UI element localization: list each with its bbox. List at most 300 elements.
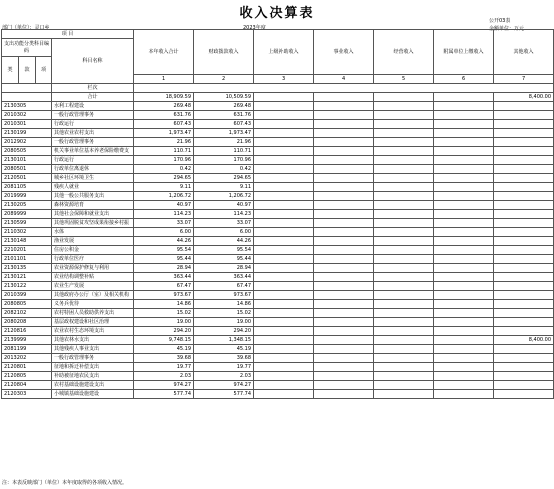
row-other-income bbox=[494, 264, 554, 273]
table-row bbox=[2, 363, 554, 372]
row-total-income: 577.74 bbox=[134, 390, 194, 399]
row-total-income: 9,748.15 bbox=[134, 336, 194, 345]
row-empty-cell bbox=[314, 282, 374, 291]
row-empty-cell bbox=[374, 228, 434, 237]
kuan-header: 款 bbox=[19, 57, 36, 84]
row-empty-cell bbox=[254, 345, 314, 354]
row-empty-cell bbox=[434, 174, 494, 183]
total-2: 10,509.59 bbox=[194, 93, 254, 102]
row-empty-cell bbox=[374, 291, 434, 300]
row-empty-cell bbox=[374, 363, 434, 372]
row-empty-cell bbox=[434, 201, 494, 210]
col-num-4: 4 bbox=[314, 75, 374, 84]
row-empty-cell bbox=[314, 210, 374, 219]
row-total-income: 0.42 bbox=[134, 165, 194, 174]
row-total-income: 607.43 bbox=[134, 120, 194, 129]
col-header-5: 经营收入 bbox=[374, 30, 434, 75]
row-empty-cell bbox=[374, 219, 434, 228]
row-other-income bbox=[494, 192, 554, 201]
row-empty-cell bbox=[374, 201, 434, 210]
row-empty-cell bbox=[374, 210, 434, 219]
row-other-income bbox=[494, 363, 554, 372]
row-code: 2080505 bbox=[2, 147, 52, 156]
row-empty-cell bbox=[434, 336, 494, 345]
row-other-income bbox=[494, 120, 554, 129]
row-total-income: 1,973.47 bbox=[134, 129, 194, 138]
row-empty-cell bbox=[374, 354, 434, 363]
row-empty-cell bbox=[434, 345, 494, 354]
row-empty-cell bbox=[254, 390, 314, 399]
row-fiscal-income: 9.11 bbox=[194, 183, 254, 192]
row-other-income bbox=[494, 237, 554, 246]
row-code: 2120804 bbox=[2, 381, 52, 390]
row-empty-cell bbox=[374, 273, 434, 282]
row-code: 2080805 bbox=[2, 300, 52, 309]
row-fiscal-income: 21.96 bbox=[194, 138, 254, 147]
row-subject-name: 其他农业农村支出 bbox=[52, 129, 134, 138]
row-empty-cell bbox=[434, 363, 494, 372]
row-total-income: 973.67 bbox=[134, 291, 194, 300]
row-empty-cell bbox=[314, 156, 374, 165]
lanci-label: 栏次 bbox=[52, 84, 134, 93]
row-total-income: 1,206.72 bbox=[134, 192, 194, 201]
row-code: 2010301 bbox=[2, 120, 52, 129]
row-other-income bbox=[494, 147, 554, 156]
total-3 bbox=[254, 93, 314, 102]
row-empty-cell bbox=[434, 327, 494, 336]
row-code: 2130121 bbox=[2, 273, 52, 282]
row-code: 2082102 bbox=[2, 309, 52, 318]
row-total-income: 44.26 bbox=[134, 237, 194, 246]
row-total-income: 114.23 bbox=[134, 210, 194, 219]
table-row bbox=[2, 264, 554, 273]
col-num-3: 3 bbox=[254, 75, 314, 84]
row-empty-cell bbox=[254, 264, 314, 273]
row-code: 2089999 bbox=[2, 210, 52, 219]
row-empty-cell bbox=[374, 309, 434, 318]
row-fiscal-income: 33.07 bbox=[194, 219, 254, 228]
row-empty-cell bbox=[434, 183, 494, 192]
row-empty-cell bbox=[434, 138, 494, 147]
row-code: 2120303 bbox=[2, 390, 52, 399]
row-subject-name: 农村特困人员救助供养支出 bbox=[52, 309, 134, 318]
row-empty-cell bbox=[314, 174, 374, 183]
row-subject-name: 农村基础设施建设支出 bbox=[52, 381, 134, 390]
unit-label: 部门（单位）：灵口乡 bbox=[2, 25, 50, 31]
table-row bbox=[2, 147, 554, 156]
row-subject-name: 一般行政管理事务 bbox=[52, 138, 134, 147]
row-fiscal-income: 363.44 bbox=[194, 273, 254, 282]
row-other-income: 8,400.00 bbox=[494, 336, 554, 345]
row-fiscal-income: 973.67 bbox=[194, 291, 254, 300]
row-empty-cell bbox=[374, 381, 434, 390]
row-empty-cell bbox=[434, 129, 494, 138]
row-empty-cell bbox=[434, 219, 494, 228]
row-other-income bbox=[494, 291, 554, 300]
row-subject-name: 农业结构调整补贴 bbox=[52, 273, 134, 282]
col-num-6: 6 bbox=[434, 75, 494, 84]
row-other-income bbox=[494, 183, 554, 192]
row-empty-cell bbox=[374, 129, 434, 138]
table-row bbox=[2, 381, 554, 390]
row-other-income bbox=[494, 129, 554, 138]
row-empty-cell bbox=[314, 219, 374, 228]
row-fiscal-income: 1,973.47 bbox=[194, 129, 254, 138]
row-other-income bbox=[494, 210, 554, 219]
row-fiscal-income: 577.74 bbox=[194, 390, 254, 399]
table-row bbox=[2, 246, 554, 255]
row-empty-cell bbox=[374, 327, 434, 336]
row-empty-cell bbox=[374, 336, 434, 345]
row-fiscal-income: 40.97 bbox=[194, 201, 254, 210]
row-empty-cell bbox=[314, 246, 374, 255]
row-total-income: 631.76 bbox=[134, 111, 194, 120]
row-total-income: 19.77 bbox=[134, 363, 194, 372]
row-empty-cell bbox=[374, 192, 434, 201]
row-empty-cell bbox=[254, 282, 314, 291]
row-empty-cell bbox=[254, 183, 314, 192]
row-subject-name: 一般行政管理事务 bbox=[52, 354, 134, 363]
row-subject-name: 其他巩固脱贫攻坚成果衔接乡村振 bbox=[52, 219, 134, 228]
row-empty-cell bbox=[314, 309, 374, 318]
row-code: 2110302 bbox=[2, 228, 52, 237]
row-code: 2080208 bbox=[2, 318, 52, 327]
row-empty-cell bbox=[434, 246, 494, 255]
row-code: 2130305 bbox=[2, 102, 52, 111]
subject-name-header: 科目名称 bbox=[52, 39, 134, 84]
row-total-income: 95.44 bbox=[134, 255, 194, 264]
row-fiscal-income: 110.71 bbox=[194, 147, 254, 156]
project-header: 项 目 bbox=[2, 30, 134, 39]
row-subject-name: 农业农村生态环境支出 bbox=[52, 327, 134, 336]
row-empty-cell bbox=[254, 318, 314, 327]
row-total-income: 40.97 bbox=[134, 201, 194, 210]
row-code: 2101101 bbox=[2, 255, 52, 264]
row-empty-cell bbox=[314, 201, 374, 210]
row-fiscal-income: 114.23 bbox=[194, 210, 254, 219]
table-row bbox=[2, 120, 554, 129]
row-code: 2120501 bbox=[2, 174, 52, 183]
row-other-income bbox=[494, 372, 554, 381]
row-total-income: 294.20 bbox=[134, 327, 194, 336]
row-empty-cell bbox=[434, 381, 494, 390]
row-fiscal-income: 19.00 bbox=[194, 318, 254, 327]
row-code: 2080501 bbox=[2, 165, 52, 174]
row-empty-cell bbox=[434, 255, 494, 264]
row-subject-name: 城乡社区环境卫生 bbox=[52, 174, 134, 183]
row-fiscal-income: 15.02 bbox=[194, 309, 254, 318]
row-empty-cell bbox=[374, 174, 434, 183]
table-row bbox=[2, 237, 554, 246]
row-total-income: 974.27 bbox=[134, 381, 194, 390]
row-empty-cell bbox=[254, 111, 314, 120]
table-row bbox=[2, 183, 554, 192]
row-empty-cell bbox=[434, 192, 494, 201]
row-fiscal-income: 28.94 bbox=[194, 264, 254, 273]
row-fiscal-income: 67.47 bbox=[194, 282, 254, 291]
row-code: 2081199 bbox=[2, 345, 52, 354]
row-other-income bbox=[494, 327, 554, 336]
row-empty-cell bbox=[254, 255, 314, 264]
row-other-income bbox=[494, 102, 554, 111]
row-other-income bbox=[494, 246, 554, 255]
total-1: 18,909.59 bbox=[134, 93, 194, 102]
row-other-income bbox=[494, 309, 554, 318]
col-header-3: 上级补助收入 bbox=[254, 30, 314, 75]
row-empty-cell bbox=[314, 336, 374, 345]
row-empty-cell bbox=[254, 129, 314, 138]
row-empty-cell bbox=[254, 165, 314, 174]
row-empty-cell bbox=[434, 111, 494, 120]
row-empty-cell bbox=[434, 228, 494, 237]
row-subject-name: 住房公积金 bbox=[52, 246, 134, 255]
row-other-income bbox=[494, 219, 554, 228]
row-empty-cell bbox=[374, 246, 434, 255]
row-fiscal-income: 19.77 bbox=[194, 363, 254, 372]
row-empty-cell bbox=[314, 111, 374, 120]
row-other-income bbox=[494, 228, 554, 237]
table-row bbox=[2, 255, 554, 264]
row-empty-cell bbox=[374, 300, 434, 309]
table-row bbox=[2, 354, 554, 363]
row-empty-cell bbox=[434, 120, 494, 129]
table-row bbox=[2, 336, 554, 345]
row-empty-cell bbox=[314, 120, 374, 129]
row-empty-cell bbox=[374, 183, 434, 192]
row-empty-cell bbox=[314, 228, 374, 237]
table-row bbox=[2, 309, 554, 318]
total-7: 8,400.00 bbox=[494, 93, 554, 102]
row-empty-cell bbox=[374, 120, 434, 129]
row-subject-name: 行政运行 bbox=[52, 156, 134, 165]
row-code: 2019999 bbox=[2, 192, 52, 201]
row-empty-cell bbox=[374, 111, 434, 120]
row-empty-cell bbox=[254, 147, 314, 156]
row-subject-name: 行政运行 bbox=[52, 120, 134, 129]
row-empty-cell bbox=[314, 129, 374, 138]
row-empty-cell bbox=[254, 309, 314, 318]
row-code: 2130101 bbox=[2, 156, 52, 165]
row-code: 2130135 bbox=[2, 264, 52, 273]
row-empty-cell bbox=[254, 156, 314, 165]
col-header-6: 附属单位上缴收入 bbox=[434, 30, 494, 75]
row-other-income bbox=[494, 138, 554, 147]
row-other-income bbox=[494, 354, 554, 363]
table-row bbox=[2, 291, 554, 300]
row-other-income bbox=[494, 156, 554, 165]
row-empty-cell bbox=[254, 138, 314, 147]
row-empty-cell bbox=[374, 255, 434, 264]
row-code: 2120805 bbox=[2, 372, 52, 381]
row-empty-cell bbox=[374, 147, 434, 156]
row-empty-cell bbox=[374, 138, 434, 147]
row-other-income bbox=[494, 174, 554, 183]
row-code: 2130199 bbox=[2, 129, 52, 138]
row-empty-cell bbox=[434, 237, 494, 246]
row-empty-cell bbox=[254, 363, 314, 372]
row-code: 2130122 bbox=[2, 282, 52, 291]
row-empty-cell bbox=[374, 318, 434, 327]
row-fiscal-income: 44.26 bbox=[194, 237, 254, 246]
row-empty-cell bbox=[254, 336, 314, 345]
row-total-income: 110.71 bbox=[134, 147, 194, 156]
row-empty-cell bbox=[314, 300, 374, 309]
row-subject-name: 其他政府办公厅（室）及相关机构 bbox=[52, 291, 134, 300]
row-empty-cell bbox=[254, 291, 314, 300]
table-row bbox=[2, 219, 554, 228]
row-other-income bbox=[494, 165, 554, 174]
row-subject-name: 渔业发展 bbox=[52, 237, 134, 246]
row-other-income bbox=[494, 345, 554, 354]
row-code: 2120801 bbox=[2, 363, 52, 372]
row-other-income bbox=[494, 255, 554, 264]
row-total-income: 6.00 bbox=[134, 228, 194, 237]
income-table bbox=[1, 29, 554, 399]
row-fiscal-income: 6.00 bbox=[194, 228, 254, 237]
table-row bbox=[2, 174, 554, 183]
row-fiscal-income: 607.43 bbox=[194, 120, 254, 129]
table-row bbox=[2, 300, 554, 309]
total-5 bbox=[374, 93, 434, 102]
row-fiscal-income: 14.86 bbox=[194, 300, 254, 309]
row-fiscal-income: 294.20 bbox=[194, 327, 254, 336]
col-num-2: 2 bbox=[194, 75, 254, 84]
row-subject-name: 行政单位离退休 bbox=[52, 165, 134, 174]
row-empty-cell bbox=[314, 381, 374, 390]
row-fiscal-income: 1,206.72 bbox=[194, 192, 254, 201]
row-empty-cell bbox=[254, 246, 314, 255]
row-empty-cell bbox=[314, 147, 374, 156]
row-empty-cell bbox=[254, 372, 314, 381]
row-other-income bbox=[494, 318, 554, 327]
row-fiscal-income: 269.48 bbox=[194, 102, 254, 111]
row-empty-cell bbox=[254, 381, 314, 390]
row-subject-name: 小城镇基础设施建设 bbox=[52, 390, 134, 399]
row-empty-cell bbox=[434, 165, 494, 174]
col-header-1: 本年收入合计 bbox=[134, 30, 194, 75]
xiang-header: 项 bbox=[36, 57, 52, 84]
row-empty-cell bbox=[254, 327, 314, 336]
row-empty-cell bbox=[374, 156, 434, 165]
row-empty-cell bbox=[254, 219, 314, 228]
col-header-2: 财政拨款收入 bbox=[194, 30, 254, 75]
row-subject-name: 森林资源培育 bbox=[52, 201, 134, 210]
page-title: 收入决算表 bbox=[239, 6, 315, 21]
row-empty-cell bbox=[374, 345, 434, 354]
row-subject-name: 水体 bbox=[52, 228, 134, 237]
row-empty-cell bbox=[434, 156, 494, 165]
row-subject-name: 行政单位医疗 bbox=[52, 255, 134, 264]
row-code: 2013202 bbox=[2, 354, 52, 363]
amount-unit: 金额单位：万元 bbox=[489, 26, 525, 32]
col-num-1: 1 bbox=[134, 75, 194, 84]
row-empty-cell bbox=[374, 372, 434, 381]
row-empty-cell bbox=[254, 210, 314, 219]
row-empty-cell bbox=[314, 273, 374, 282]
row-empty-cell bbox=[434, 102, 494, 111]
row-subject-name: 农业资源保护修复与利用 bbox=[52, 264, 134, 273]
row-empty-cell bbox=[434, 318, 494, 327]
row-empty-cell bbox=[314, 390, 374, 399]
row-other-income bbox=[494, 381, 554, 390]
func-code-header: 支出功能分类科目编码 bbox=[2, 39, 52, 57]
row-empty-cell bbox=[434, 273, 494, 282]
row-empty-cell bbox=[434, 309, 494, 318]
row-fiscal-income: 2.03 bbox=[194, 372, 254, 381]
row-fiscal-income: 1,348.15 bbox=[194, 336, 254, 345]
row-code: 2010302 bbox=[2, 111, 52, 120]
row-empty-cell bbox=[434, 264, 494, 273]
row-code: 2012902 bbox=[2, 138, 52, 147]
row-subject-name: 残疾人就业 bbox=[52, 183, 134, 192]
row-empty-cell bbox=[374, 282, 434, 291]
row-fiscal-income: 294.65 bbox=[194, 174, 254, 183]
year-label: 2023年度 bbox=[243, 25, 266, 31]
row-code: 2010399 bbox=[2, 291, 52, 300]
row-empty-cell bbox=[254, 174, 314, 183]
row-empty-cell bbox=[374, 264, 434, 273]
row-code: 2130599 bbox=[2, 219, 52, 228]
table-row bbox=[2, 111, 554, 120]
row-other-income bbox=[494, 201, 554, 210]
row-empty-cell bbox=[434, 210, 494, 219]
row-total-income: 363.44 bbox=[134, 273, 194, 282]
row-empty-cell bbox=[374, 390, 434, 399]
row-empty-cell bbox=[314, 291, 374, 300]
row-fiscal-income: 631.76 bbox=[194, 111, 254, 120]
row-empty-cell bbox=[314, 138, 374, 147]
row-empty-cell bbox=[434, 282, 494, 291]
row-empty-cell bbox=[314, 264, 374, 273]
row-empty-cell bbox=[314, 237, 374, 246]
col-num-5: 5 bbox=[374, 75, 434, 84]
table-row bbox=[2, 102, 554, 111]
row-total-income: 95.54 bbox=[134, 246, 194, 255]
row-total-income: 33.07 bbox=[134, 219, 194, 228]
row-fiscal-income: 170.96 bbox=[194, 156, 254, 165]
row-other-income bbox=[494, 390, 554, 399]
row-empty-cell bbox=[374, 165, 434, 174]
row-other-income bbox=[494, 111, 554, 120]
row-subject-name: 其他农林水支出 bbox=[52, 336, 134, 345]
row-total-income: 170.96 bbox=[134, 156, 194, 165]
row-subject-name: 基层政权建设和社区治理 bbox=[52, 318, 134, 327]
row-total-income: 14.86 bbox=[134, 300, 194, 309]
total-6 bbox=[434, 93, 494, 102]
row-empty-cell bbox=[314, 318, 374, 327]
table-row bbox=[2, 129, 554, 138]
row-total-income: 21.96 bbox=[134, 138, 194, 147]
row-fiscal-income: 95.44 bbox=[194, 255, 254, 264]
row-code: 2120816 bbox=[2, 327, 52, 336]
row-subject-name: 水利工程建设 bbox=[52, 102, 134, 111]
col-num-7: 7 bbox=[494, 75, 554, 84]
row-empty-cell bbox=[254, 201, 314, 210]
row-subject-name: 义务兵优待 bbox=[52, 300, 134, 309]
row-empty-cell bbox=[254, 192, 314, 201]
row-total-income: 294.65 bbox=[134, 174, 194, 183]
row-empty-cell bbox=[434, 291, 494, 300]
row-subject-name: 机关事业单位基本养老保险缴费支 bbox=[52, 147, 134, 156]
row-total-income: 2.03 bbox=[134, 372, 194, 381]
row-empty-cell bbox=[314, 255, 374, 264]
row-empty-cell bbox=[314, 102, 374, 111]
table-row bbox=[2, 192, 554, 201]
row-empty-cell bbox=[314, 345, 374, 354]
row-other-income bbox=[494, 282, 554, 291]
table-row bbox=[2, 138, 554, 147]
row-empty-cell bbox=[434, 147, 494, 156]
